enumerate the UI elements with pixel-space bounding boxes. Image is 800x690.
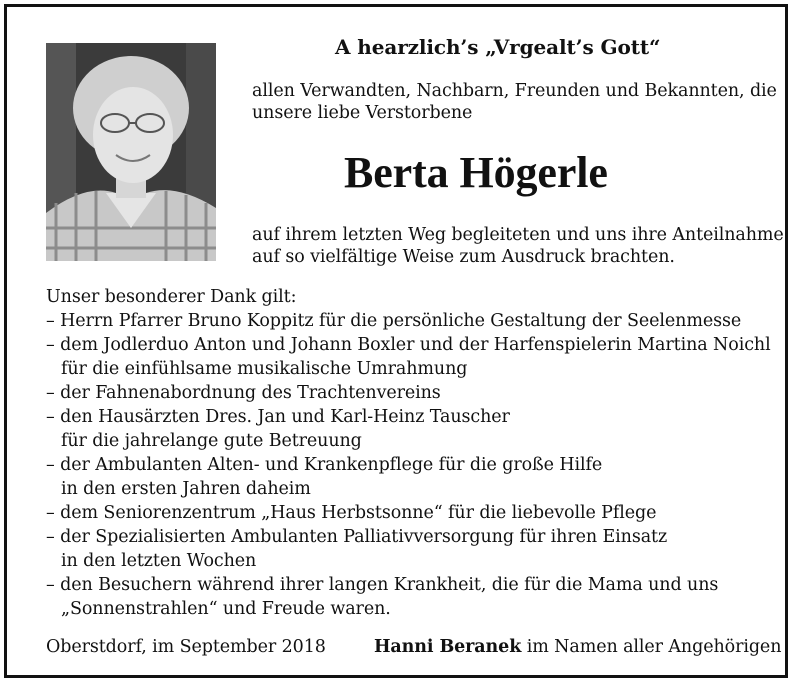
after-line-2: auf so vielfältige Weise zum Ausdruck brachten. xyxy=(252,247,675,267)
intro-line-2: unsere liebe Verstorbene xyxy=(252,103,473,123)
list-item: „Sonnenstrahlen“ und Freude waren. xyxy=(61,599,391,619)
thanks-header: A hearzlich’s „Vrgealt’s Gott“ xyxy=(335,35,661,59)
list-item: – der Ambulanten Alten- und Krankenpflege für die große Hilfe xyxy=(46,455,603,475)
place-date: Oberstdorf, im September 2018 xyxy=(46,637,326,657)
list-item: – der Spezialisierten Ambulanten Palliativversorgung für ihren Einsatz xyxy=(46,527,668,547)
thanks-list xyxy=(46,309,771,621)
signature-line xyxy=(374,636,781,658)
list-item: – der Fahnenabordnung des Trachtenvereins xyxy=(46,383,441,403)
deceased-name: Berta Högerle xyxy=(344,148,608,197)
list-item: für die einfühlsame musikalische Umrahmung xyxy=(61,359,468,379)
after-line-1: auf ihrem letzten Weg begleiteten und uns ihre Anteilnahme xyxy=(252,225,784,245)
intro-line-1: allen Verwandten, Nachbarn, Freunden und Bekannten, die xyxy=(252,81,777,101)
list-item: – dem Jodlerduo Anton und Johann Boxler und der Harfenspielerin Martina Noichl xyxy=(46,335,771,355)
list-item: – Herrn Pfarrer Bruno Koppitz für die persönliche Gestaltung der Seelenmesse xyxy=(46,311,742,331)
signer-name: Hanni Beranek xyxy=(374,637,522,657)
list-item: in den ersten Jahren daheim xyxy=(61,479,311,499)
list-item: – dem Seniorenzentrum „Haus Herbstsonne“ für die liebevolle Pflege xyxy=(46,503,657,523)
portrait-illustration xyxy=(46,43,216,261)
signer-suffix: im Namen aller Angehörigen xyxy=(521,637,782,657)
portrait-photo xyxy=(46,43,216,261)
list-item: – den Besuchern während ihrer langen Krankheit, die für die Mama und uns xyxy=(46,575,719,595)
list-item: – den Hausärzten Dres. Jan und Karl-Heinz Tauscher xyxy=(46,407,510,427)
list-item: in den letzten Wochen xyxy=(61,551,257,571)
thanks-intro: Unser besonderer Dank gilt: xyxy=(46,287,297,307)
list-item: für die jahrelange gute Betreuung xyxy=(61,431,362,451)
